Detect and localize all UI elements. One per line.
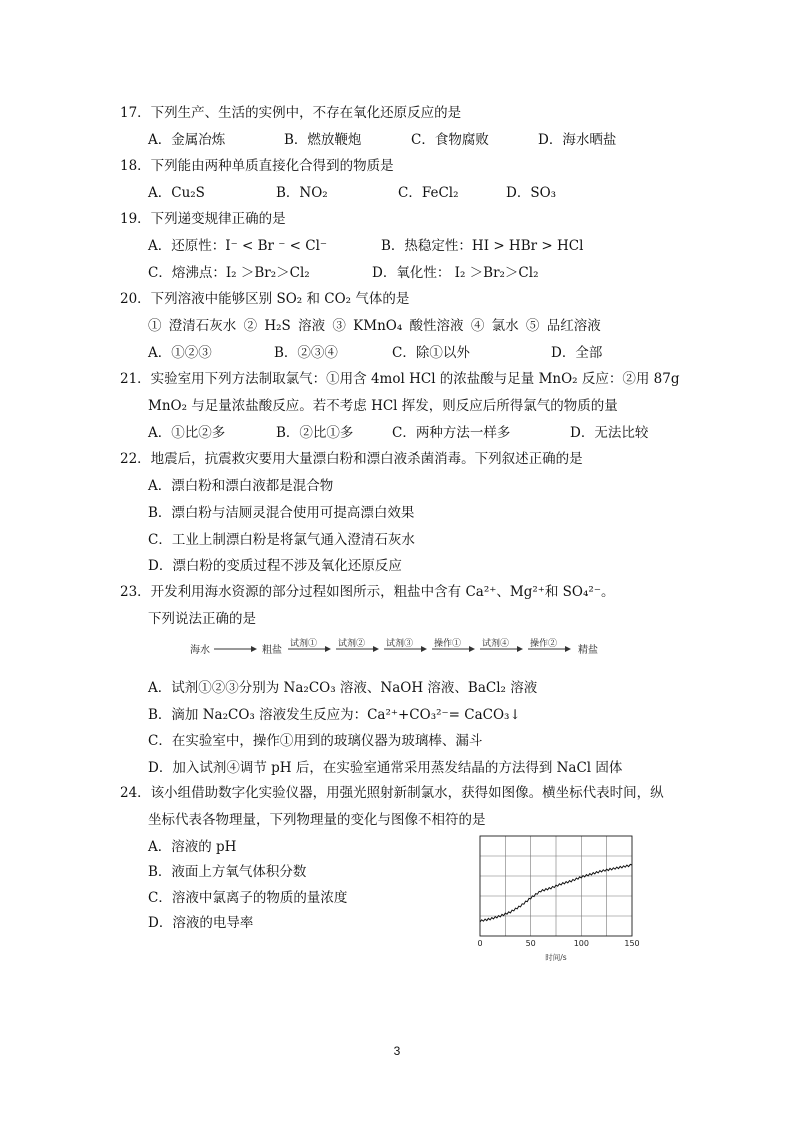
flow-step-label: 操作② (530, 639, 558, 649)
page-number: 3 (393, 1044, 401, 1058)
line-chart (462, 830, 652, 970)
flow-start: 海水 (190, 645, 210, 656)
question-22-stem: 22．地震后，抗震救灾要用大量漂白粉和漂白液杀菌消毒。下列叙述正确的是 (120, 451, 583, 467)
flow-end: 精盐 (578, 645, 598, 656)
question-24-stem-line1: 24．该小组借助数字化实验仪器，用强光照射新制氯水，获得如图像。横坐标代表时间，纵 (120, 785, 664, 801)
x-axis-label: 时间/s (545, 953, 567, 962)
q20-option-d: D．全部 (551, 345, 603, 361)
q20-option-a: A．①②③ (148, 345, 212, 361)
x-tick-label: 100 (573, 939, 589, 948)
x-tick-label: 50 (525, 939, 536, 948)
q22-option-a: A．漂白粉和漂白液都是混合物 (148, 478, 334, 494)
q18-option-b: B．NO₂ (276, 185, 328, 201)
x-tick-label: 0 (477, 939, 483, 948)
q24-option-a: A．溶液的 pH (148, 839, 237, 855)
question-17-stem: 17．下列生产、生活的实例中，不存在氧化还原反应的是 (120, 105, 462, 121)
q24-option-d: D．溶液的电导率 (148, 915, 254, 931)
seawater-process-flow (190, 638, 610, 658)
q22-option-c: C．工业上制漂白粉是将氯气通入澄清石灰水 (148, 532, 415, 548)
q22-option-d: D．漂白粉的变质过程不涉及氧化还原反应 (148, 558, 402, 574)
q19-option-a: A．还原性：I⁻ < Br ⁻ < Cl⁻ (148, 238, 328, 254)
flow-step-label: 试剂② (338, 639, 366, 649)
q19-option-c: C．熔沸点：I₂ ＞Br₂＞Cl₂ (148, 265, 310, 281)
q23-option-b: B．滴加 Na₂CO₃ 溶液发生反应为：Ca²⁺+CO₃²⁻= CaCO₃↓ (148, 707, 521, 723)
flow-step-label: 试剂① (290, 639, 318, 649)
question-21-stem-line2: MnO₂ 与足量浓盐酸反应。若不考虑 HCl 挥发，则反应后所得氯气的物质的量 (148, 398, 618, 414)
question-24-stem-line2: 坐标代表各物理量，下列物理量的变化与图像不相符的是 (148, 812, 486, 828)
question-23-stem-line1: 23．开发利用海水资源的部分过程如图所示，粗盐中含有 Ca²⁺、Mg²⁺和 SO₄²⁻。 (120, 584, 615, 600)
q23-option-a: A．试剂①②③分别为 Na₂CO₃ 溶液、NaOH 溶液、BaCl₂ 溶液 (148, 680, 538, 696)
q21-option-a: A．①比②多 (148, 425, 226, 441)
flow-step-label: 试剂④ (482, 639, 510, 649)
question-18-stem: 18．下列能由两种单质直接化合得到的物质是 (120, 158, 394, 174)
q24-option-c: C．溶液中氯离子的物质的量浓度 (148, 890, 348, 906)
q17-option-d: D．海水晒盐 (538, 132, 617, 148)
flow-crude: 粗盐 (262, 645, 282, 656)
q21-option-d: D．无法比较 (570, 425, 649, 441)
q20-option-b: B．②③④ (274, 345, 338, 361)
q17-option-a: A．金属冶炼 (148, 132, 226, 148)
question-20-stem: 20．下列溶液中能够区别 SO₂ 和 CO₂ 气体的是 (120, 291, 410, 307)
q23-option-c: C．在实验室中，操作①用到的玻璃仪器为玻璃棒、漏斗 (148, 733, 483, 749)
q18-option-d: D．SO₃ (506, 185, 557, 201)
q24-option-b: B．液面上方氧气体积分数 (148, 864, 307, 880)
q21-option-c: C．两种方法一样多 (392, 425, 511, 441)
q20-option-c: C．除①以外 (392, 345, 470, 361)
q17-option-c: C．食物腐败 (411, 132, 489, 148)
question-23-stem-line2: 下列说法正确的是 (148, 611, 256, 627)
q18-option-a: A．Cu₂S (148, 185, 205, 201)
question-20-items: ① 澄清石灰水 ② H₂S 溶液 ③ KMnO₄ 酸性溶液 ④ 氯水 ⑤ 品红溶液 (148, 318, 601, 334)
q19-option-d: D．氧化性： I₂ ＞Br₂＞Cl₂ (372, 265, 539, 281)
q17-option-b: B．燃放鞭炮 (284, 132, 362, 148)
q21-option-b: B．②比①多 (276, 425, 354, 441)
q22-option-b: B．漂白粉与洁厕灵混合使用可提高漂白效果 (148, 505, 415, 521)
q19-option-b: B．热稳定性：HI > HBr > HCl (381, 238, 584, 254)
flow-step-label: 试剂③ (386, 639, 414, 649)
question-19-stem: 19．下列递变规律正确的是 (120, 211, 286, 227)
x-tick-label: 150 (624, 939, 640, 948)
question-21-stem-line1: 21．实验室用下列方法制取氯气：①用含 4mol HCl 的浓盐酸与足量 MnO₂ 反应：②用 87g (120, 371, 680, 387)
q18-option-c: C．FeCl₂ (398, 185, 459, 201)
flow-step-label: 操作① (434, 639, 462, 649)
chlorine-water-light-chart (462, 830, 652, 970)
q23-option-d: D．加入试剂④调节 pH 后，在实验室通常采用蒸发结晶的方法得到 NaCl 固体 (148, 760, 623, 776)
